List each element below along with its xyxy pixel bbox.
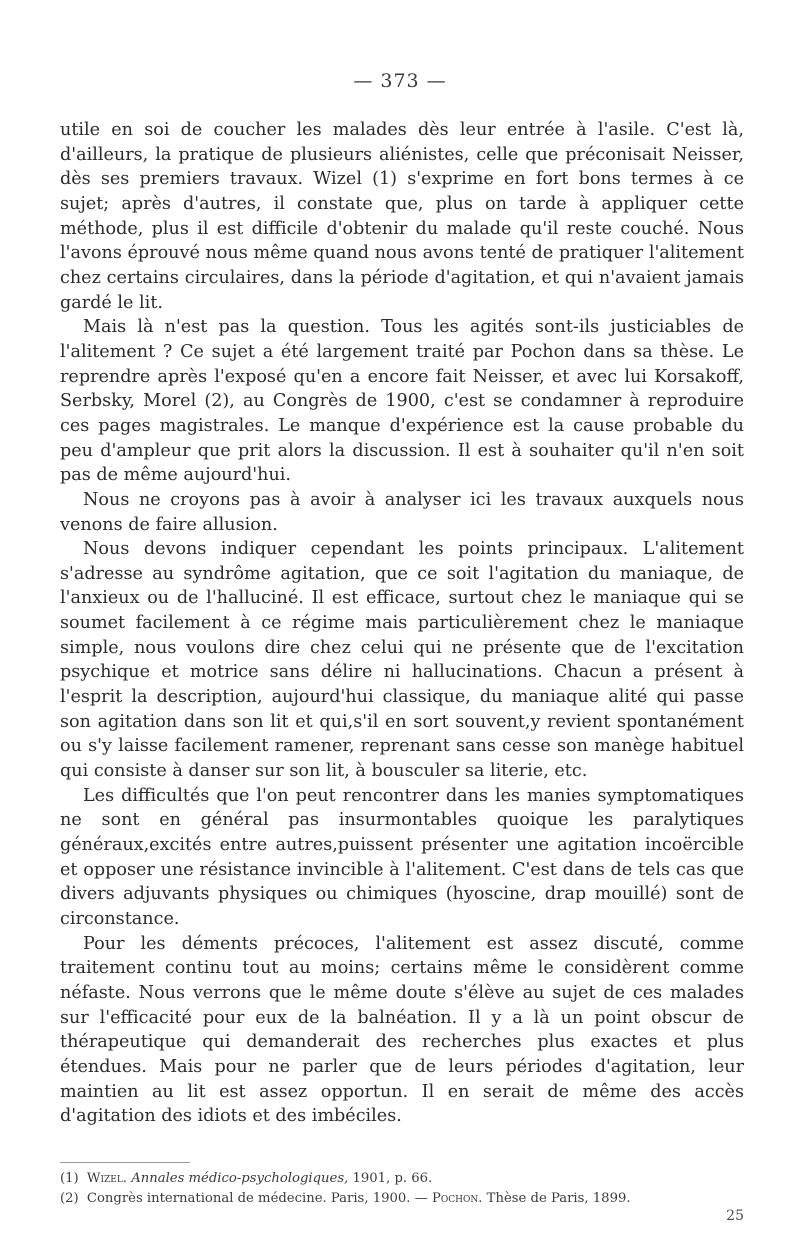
footnote-title: Annales médico-psychologiques,: [131, 1171, 349, 1186]
paragraph: Pour les déments précoces, l'alitement est assez discuté, comme traitement continu tout au moins; certains même le considèrent comme néfaste. Nous verrons que le même doute s'élève au sujet de ces malades sur l'efficacité pour eux de la balnéation. Il y a là un point obscur de thérapeutique qui demanderait des recherches plus exactes et plus étendues. Mais pour ne parler que de leurs périodes d'agitation, leur maintien au lit est assez opportun. Il en serait de même des accès d'agitation des idiots et des imbéciles.: [60, 933, 744, 1127]
paragraph: Les difficultés que l'on peut rencontrer dans les manies symptomatiques ne sont en général pas insurmontables quoique les paralytiques généraux,excités entre autres,puissent présenter une agitation incoërcible et opposer une résistance invincible à l'alitement. C'est dans de tels cas que divers adjuvants physiques ou chimiques (hyoscine, drap mouillé) sont de circonstance.: [60, 785, 744, 929]
signature-mark: 25: [726, 1208, 744, 1224]
footnote-text: Congrès international de médecine. Paris, 1900. —: [86, 1191, 433, 1206]
paragraph: utile en soi de coucher les malades dès leur entrée à l'asile. C'est là, d'ailleurs, la pratique de plusieurs aliénistes, celle que préconisait Neisser, dès ses premiers travaux. Wizel (1) s'exprime en fort bons termes à ce sujet; après d'autres, il constate que, plus on tarde à appliquer cette méthode, plus il est difficile d'obtenir du malade qu'il reste couché. Nous l'avons éprouvé nous même quand nous avons tenté de pratiquer l'alitement chez certains circulaires, dans la période d'agitation, et qui n'avaient jamais gardé le lit.: [60, 120, 744, 313]
footnote-number: (2): [60, 1191, 79, 1206]
footnotes: [60, 1169, 744, 1209]
footnote-number: (1): [60, 1171, 79, 1186]
paragraph: Nous ne croyons pas à avoir à analyser ici les travaux auxquels nous venons de faire allusion.: [60, 489, 744, 535]
footnote: [60, 1169, 744, 1189]
paragraph: Nous devons indiquer cependant les points principaux. L'alitement s'adresse au syndrôme agitation, que ce soit l'agitation du maniaque, de l'anxieux ou de l'halluciné. Il est efficace, surtout chez le maniaque qui se soumet facilement à ce régime mais particulièrement chez le maniaque simple, nous voulons dire chez celui qui ne présente que de l'excitation psychique et motrice sans délire ni hallucinations. Chacun a présent à l'esprit la description, aujourd'hui classique, du maniaque alité qui passe son agitation dans son lit et qui,s'il en sort souvent,y revient spontanément ou s'y laisse facilement ramener, reprenant sans cesse son manège habituel qui consiste à danser sur son lit, à bousculer sa literie, etc.: [60, 539, 744, 782]
body-text: [60, 118, 744, 1129]
footnote-rest: 1901, p. 66.: [348, 1171, 433, 1186]
paragraph: Mais là n'est pas la question. Tous les agités sont-ils justiciables de l'alitement ? Ce sujet a été largement traité par Pochon dans sa thèse. Le reprendre après l'exposé qu'en a encore fait Neisser, et avec lui Korsakoff, Serbsky, Morel (2), au Congrès de 1900, c'est se condamner à reproduire ces pages magistrales. Le manque d'expérience est la cause probable du peu d'ampleur que prit alors la discussion. Il est à souhaiter qu'il n'en soit pas de même aujourd'hui.: [60, 317, 744, 486]
footnote-author: Pochon.: [432, 1191, 483, 1206]
page-number: — 373 —: [353, 70, 447, 92]
footnote-author: Wizel.: [86, 1171, 127, 1186]
footnote-rest: Thèse de Paris, 1899.: [482, 1191, 631, 1206]
footnote-divider: [60, 1162, 190, 1163]
footnote: [60, 1189, 744, 1209]
